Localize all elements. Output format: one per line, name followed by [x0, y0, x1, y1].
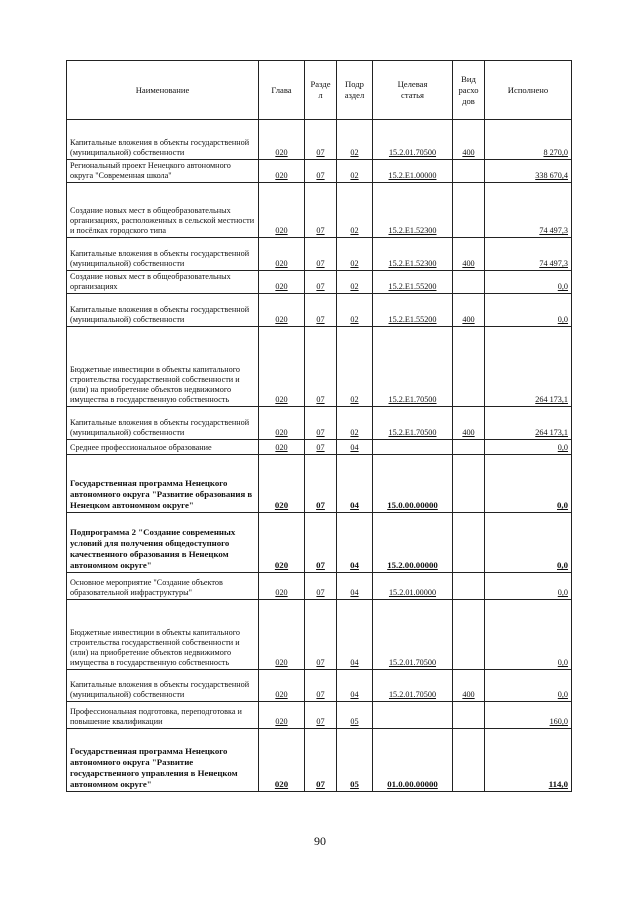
- cell-glava: 020: [259, 183, 305, 238]
- cell-value: 8 270,0: [485, 120, 572, 160]
- cell-razdel: 07: [305, 729, 337, 792]
- cell-vid: [453, 455, 485, 513]
- cell-value: 0,0: [485, 600, 572, 670]
- cell-podrazdel: 04: [337, 670, 373, 702]
- cell-value: 0,0: [485, 294, 572, 327]
- cell-value: 264 173,1: [485, 407, 572, 440]
- cell-podrazdel: 02: [337, 271, 373, 294]
- cell-name: Бюджетные инвестиции в объекты капитального строительства государственной собственности и (или) на приобретение объектов недвижимого имущества в государственную собственность: [67, 600, 259, 670]
- cell-razdel: 07: [305, 120, 337, 160]
- cell-statya: 15.2.01.70500: [373, 600, 453, 670]
- cell-razdel: 07: [305, 271, 337, 294]
- cell-glava: 020: [259, 120, 305, 160]
- cell-name: Создание новых мест в общеобразовательных организациях, расположенных в сельской местности и посёлках городского типа: [67, 183, 259, 238]
- table-row: [67, 600, 572, 670]
- cell-vid: [453, 573, 485, 600]
- cell-glava: 020: [259, 407, 305, 440]
- cell-vid: [453, 600, 485, 670]
- table-row: [67, 670, 572, 702]
- table-row: [67, 183, 572, 238]
- cell-value: 0,0: [485, 670, 572, 702]
- header-vid: Вид расхо дов: [453, 61, 485, 120]
- cell-razdel: 07: [305, 702, 337, 729]
- cell-value: 160,0: [485, 702, 572, 729]
- cell-statya: 15.2.E1.52300: [373, 183, 453, 238]
- cell-razdel: 07: [305, 440, 337, 455]
- cell-glava: 020: [259, 455, 305, 513]
- cell-vid: [453, 183, 485, 238]
- cell-statya: 15.2.01.70500: [373, 120, 453, 160]
- cell-vid: [453, 327, 485, 407]
- cell-glava: 020: [259, 271, 305, 294]
- cell-razdel: 07: [305, 327, 337, 407]
- cell-vid: [453, 702, 485, 729]
- cell-value: 74 497,3: [485, 238, 572, 271]
- cell-name: Государственная программа Ненецкого автономного округа "Развитие образования в Ненецком автономном округе": [67, 455, 259, 513]
- cell-statya: 15.2.E1.55200: [373, 294, 453, 327]
- table-row: [67, 327, 572, 407]
- cell-glava: 020: [259, 729, 305, 792]
- table-row: [67, 271, 572, 294]
- table-row: [67, 407, 572, 440]
- cell-name: Капитальные вложения в объекты государственной (муниципальной) собственности: [67, 120, 259, 160]
- cell-razdel: 07: [305, 183, 337, 238]
- cell-statya: 15.0.00.00000: [373, 455, 453, 513]
- cell-podrazdel: 02: [337, 327, 373, 407]
- header-glava: Глава: [259, 61, 305, 120]
- cell-glava: 020: [259, 573, 305, 600]
- cell-name: Капитальные вложения в объекты государственной (муниципальной) собственности: [67, 407, 259, 440]
- table-row: [67, 455, 572, 513]
- cell-podrazdel: 04: [337, 513, 373, 573]
- header-podrazdel: Подр аздел: [337, 61, 373, 120]
- cell-razdel: 07: [305, 455, 337, 513]
- cell-podrazdel: 05: [337, 702, 373, 729]
- cell-podrazdel: 04: [337, 440, 373, 455]
- cell-glava: 020: [259, 327, 305, 407]
- cell-podrazdel: 02: [337, 160, 373, 183]
- table-row: [67, 238, 572, 271]
- cell-razdel: 07: [305, 670, 337, 702]
- cell-statya: 15.2.E1.52300: [373, 238, 453, 271]
- cell-razdel: 07: [305, 600, 337, 670]
- cell-razdel: 07: [305, 407, 337, 440]
- cell-statya: 15.2.E1.55200: [373, 271, 453, 294]
- cell-name: Бюджетные инвестиции в объекты капитального строительства государственной собственности и (или) на приобретение объектов недвижимого имущества в государственную собственность: [67, 327, 259, 407]
- cell-value: 338 670,4: [485, 160, 572, 183]
- cell-value: 114,0: [485, 729, 572, 792]
- cell-name: Подпрограмма 2 "Создание современных условий для получения общедоступного качественного образования в Ненецком автономном округе": [67, 513, 259, 573]
- cell-podrazdel: 02: [337, 294, 373, 327]
- cell-value: 0,0: [485, 455, 572, 513]
- table-row: [67, 702, 572, 729]
- cell-razdel: 07: [305, 294, 337, 327]
- cell-vid: 400: [453, 670, 485, 702]
- cell-value: 0,0: [485, 573, 572, 600]
- cell-razdel: 07: [305, 160, 337, 183]
- table-row: [67, 440, 572, 455]
- cell-statya: 01.0.00.00000: [373, 729, 453, 792]
- cell-razdel: 07: [305, 238, 337, 271]
- cell-podrazdel: 02: [337, 183, 373, 238]
- cell-podrazdel: 04: [337, 573, 373, 600]
- cell-vid: [453, 513, 485, 573]
- cell-vid: 400: [453, 407, 485, 440]
- cell-name: Создание новых мест в общеобразовательных организациях: [67, 271, 259, 294]
- cell-podrazdel: 02: [337, 407, 373, 440]
- cell-value: 0,0: [485, 513, 572, 573]
- cell-name: Региональный проект Ненецкого автономного округа "Современная школа": [67, 160, 259, 183]
- cell-podrazdel: 05: [337, 729, 373, 792]
- cell-statya: 15.2.E1.00000: [373, 160, 453, 183]
- cell-statya: 15.2.E1.70500: [373, 407, 453, 440]
- table-body: [67, 120, 572, 792]
- cell-name: Основное мероприятие "Создание объектов образовательной инфраструктуры": [67, 573, 259, 600]
- cell-podrazdel: 02: [337, 238, 373, 271]
- cell-vid: [453, 160, 485, 183]
- cell-podrazdel: 04: [337, 600, 373, 670]
- table-row: [67, 513, 572, 573]
- cell-name: Государственная программа Ненецкого автономного округа "Развитие государственного управления в Ненецком автономном округе": [67, 729, 259, 792]
- cell-value: 74 497,3: [485, 183, 572, 238]
- table-row: [67, 729, 572, 792]
- cell-glava: 020: [259, 294, 305, 327]
- cell-vid: [453, 271, 485, 294]
- cell-vid: 400: [453, 238, 485, 271]
- cell-vid: 400: [453, 294, 485, 327]
- header-statya: Целевая статья: [373, 61, 453, 120]
- cell-value: 264 173,1: [485, 327, 572, 407]
- cell-name: Капитальные вложения в объекты государственной (муниципальной) собственности: [67, 670, 259, 702]
- header-value: Исполнено: [485, 61, 572, 120]
- cell-statya: [373, 440, 453, 455]
- cell-statya: 15.2.01.70500: [373, 670, 453, 702]
- budget-table: [66, 60, 572, 792]
- cell-podrazdel: 04: [337, 455, 373, 513]
- header-row: [67, 61, 572, 120]
- header-razdel: Разде л: [305, 61, 337, 120]
- cell-glava: 020: [259, 238, 305, 271]
- cell-vid: [453, 440, 485, 455]
- cell-statya: 15.2.E1.70500: [373, 327, 453, 407]
- cell-name: Профессиональная подготовка, переподготовка и повышение квалификации: [67, 702, 259, 729]
- cell-statya: [373, 702, 453, 729]
- cell-glava: 020: [259, 670, 305, 702]
- cell-glava: 020: [259, 440, 305, 455]
- cell-glava: 020: [259, 600, 305, 670]
- cell-statya: 15.2.00.00000: [373, 513, 453, 573]
- cell-value: 0,0: [485, 440, 572, 455]
- cell-name: Капитальные вложения в объекты государственной (муниципальной) собственности: [67, 294, 259, 327]
- cell-value: 0,0: [485, 271, 572, 294]
- cell-razdel: 07: [305, 573, 337, 600]
- cell-name: Капитальные вложения в объекты государственной (муниципальной) собственности: [67, 238, 259, 271]
- cell-podrazdel: 02: [337, 120, 373, 160]
- cell-vid: 400: [453, 120, 485, 160]
- header-name: Наименование: [67, 61, 259, 120]
- cell-vid: [453, 729, 485, 792]
- cell-glava: 020: [259, 702, 305, 729]
- cell-statya: 15.2.01.00000: [373, 573, 453, 600]
- cell-name: Среднее профессиональное образование: [67, 440, 259, 455]
- table-row: [67, 573, 572, 600]
- table-row: [67, 120, 572, 160]
- cell-glava: 020: [259, 513, 305, 573]
- table-row: [67, 294, 572, 327]
- cell-razdel: 07: [305, 513, 337, 573]
- table-row: [67, 160, 572, 183]
- page-number: 90: [314, 834, 326, 848]
- cell-glava: 020: [259, 160, 305, 183]
